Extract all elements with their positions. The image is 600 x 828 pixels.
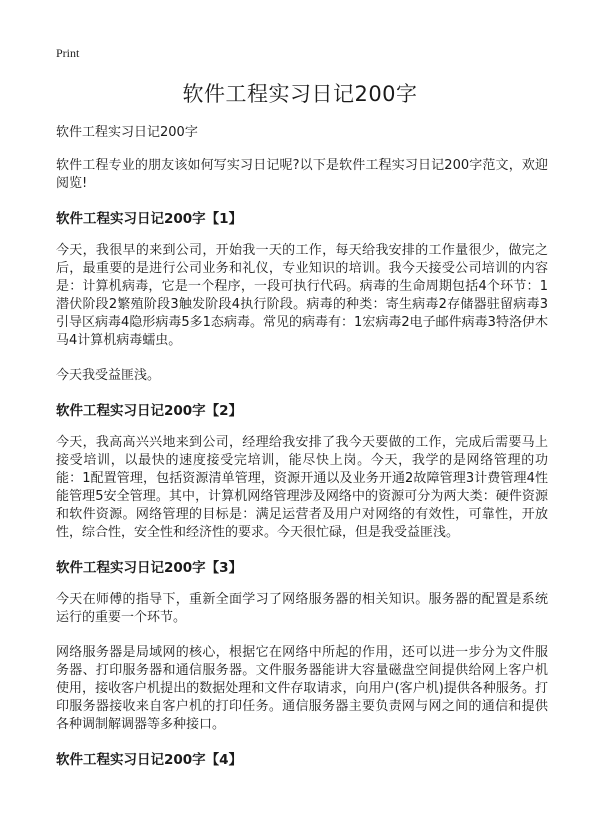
section-heading-2: 软件工程实习日记200字【2】 — [56, 403, 243, 419]
intro-paragraph: 软件工程专业的朋友该如何写实习日记呢?以下是软件工程实习日记200字范文，欢迎阅览! — [56, 158, 548, 191]
document-body — [56, 124, 548, 783]
section-3-paragraph-1: 今天在师傅的指导下，重新全面学习了网络服务器的相关知识。服务器的配置是系统运行的重要一个环节。 — [56, 592, 548, 625]
section-1-paragraph-2: 今天我受益匪浅。 — [56, 368, 161, 383]
section-heading-4: 软件工程实习日记200字【4】 — [56, 752, 243, 768]
page-title: 软件工程实习日记200字 — [182, 82, 418, 106]
section-2-paragraph-1: 今天，我高高兴兴地来到公司，经理给我安排了我今天要做的工作，完成后需要马上接受培训，以最快的速度接受完培训，能尽快上岗。今天，我学的是网络管理的功能：1配置管理，包括资源清单管理，资源开通以及业务开通2故障管理3计费管理4性能管理5安全管理。其中，计算机网络管理涉及网络中的资源可分为两大类：硬件资源和软件资源。网络管理的目标是：满足运营者及用户对网络的有效性，可靠性，开放性，综合性，安全性和经济性的要求。今天很忙碌，但是我受益匪浅。 — [56, 435, 548, 540]
document-subtitle: 软件工程实习日记200字 — [56, 125, 198, 140]
section-3-paragraph-2: 网络服务器是局域网的核心，根据它在网络中所起的作用，还可以进一步分为文件服务器、打印服务器和通信服务器。文件服务器能讲大容量磁盘空间提供给网上客户机使用，接收客户机提出的数据处理和文件存取请求，向用户(客户机)提供各种服务。打印服务器接收来自客户机的打印任务。通信服务器主要负责网与网之间的通信和提供各种调制解调器等多种接口。 — [56, 645, 548, 732]
section-1-paragraph-1: 今天，我很早的来到公司，开始我一天的工作，每天给我安排的工作量很少，做完之后，最重要的是进行公司业务和礼仪，专业知识的培训。我今天接受公司培训的内容是：计算机病毒，它是一个程序，一段可执行代码。病毒的生命周期包括4个环节：1潜伏阶段2繁殖阶段3触发阶段4执行阶段。病毒的种类：寄生病毒2存储器驻留病毒3引导区病毒4隐形病毒5多1态病毒。常见的病毒有：1宏病毒2电子邮件病毒3特洛伊木马4计算机病毒蠕虫。 — [56, 243, 548, 348]
section-heading-1: 软件工程实习日记200字【1】 — [56, 211, 243, 227]
print-label: Print — [56, 46, 80, 60]
section-heading-3: 软件工程实习日记200字【3】 — [56, 560, 243, 576]
